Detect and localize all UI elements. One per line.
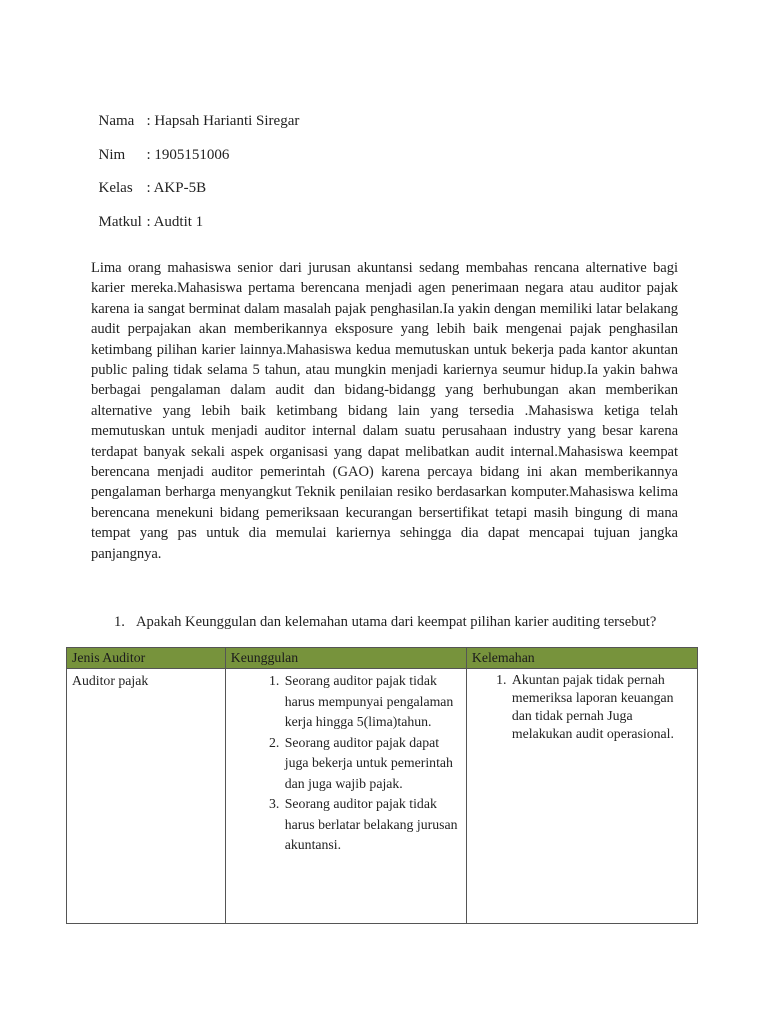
header-keunggulan: Keunggulan [225, 648, 466, 669]
nim-row [91, 128, 229, 164]
nim-value: : 1905151006 [146, 147, 230, 163]
header-kelemahan: Kelemahan [466, 648, 697, 669]
table-header-row [67, 648, 698, 669]
question-text: Apakah Keunggulan dan kelemahan utama dari keempat pilihan karier auditing tersebut? [136, 614, 657, 630]
matkul-value: : Audtit 1 [146, 214, 204, 230]
header-jenis-auditor: Jenis Auditor [67, 648, 226, 669]
matkul-label: Matkul [98, 214, 142, 230]
advantages-list [231, 671, 461, 856]
name-label: Nama [98, 113, 135, 129]
kelas-row [91, 161, 206, 197]
table-row [67, 669, 698, 924]
nim-label: Nim [98, 147, 126, 163]
kelas-label: Kelas [98, 180, 133, 196]
question-number: 1. [114, 614, 125, 630]
name-value: : Hapsah Harianti Siregar [146, 113, 300, 129]
advantage-item: 2. Seorang auditor pajak dapat juga bekerja untuk pemerintah dan juga wajib pajak. [283, 733, 461, 795]
case-paragraph: Lima orang mahasiswa senior dari jurusan akuntansi sedang membahas rencana alternative bagi karier mereka.Mahasiswa pertama berencana menjadi agen penerimaan negara atau auditor pajak karena ia sangat berminat dalam masalah pajak penghasilan.Ia yakin dengan memiliki latar belakang audit perpajakan akan memberikannya eksposure yang lebih baik mengenai pajak penghasilan ketimbang pilihan karier lainnya.Mahasiswa kedua memutuskan untuk bekerja pada kantor akuntan public paling tidak selama 5 tahun, atau mungkin menjadi kariernya seumur hidup.Ia yakin bahwa berbagai pengalaman dalam audit dan bidang-bidangg yang berhubungan akan memberikan alternative yang lebih baik ketimbang bidang lain yang tersedia .Mahasiswa ketiga telah memutuskan untuk menjadi auditor internal dalam suatu perusahaan industry yang besar karena terdapat banyak sekali aspek organisasi yang dapat melibatkan audit internal.Mahasiswa keempat berencana menjadi auditor pemerintah (GAO) karena percaya bidang ini akan memberikannya pengalaman berharga menyangkut Teknik penilaian resiko berdasarkan komputer.Mahasiswa kelima berencana menekuni bidang pemeriksaan kecurangan bersertifikat tetapi masih bingung di mana tempat yang pas untuk dia memulai kariernya sehingga dia dapat mencapai tujuan jangka panjangnya. [91, 260, 678, 562]
auditor-type-cell: Auditor pajak [67, 669, 226, 924]
advantage-item: 3. Seorang auditor pajak tidak harus berlatar belakang jurusan akuntansi. [283, 794, 461, 856]
auditor-table [66, 647, 698, 924]
advantage-item: 1. Seorang auditor pajak tidak harus mempunyai pengalaman kerja hingga 5(lima)tahun. [283, 671, 461, 733]
name-row [91, 94, 299, 130]
weaknesses-list [472, 671, 692, 743]
weaknesses-cell [466, 669, 697, 924]
weakness-item: 1. Akuntan pajak tidak pernah memeriksa laporan keuangan dan tidak pernah Juga melakukan audit operasional. [510, 671, 692, 743]
matkul-row [91, 195, 203, 231]
kelas-value: : AKP-5B [146, 180, 207, 196]
question-1 [114, 613, 656, 631]
advantages-cell [225, 669, 466, 924]
